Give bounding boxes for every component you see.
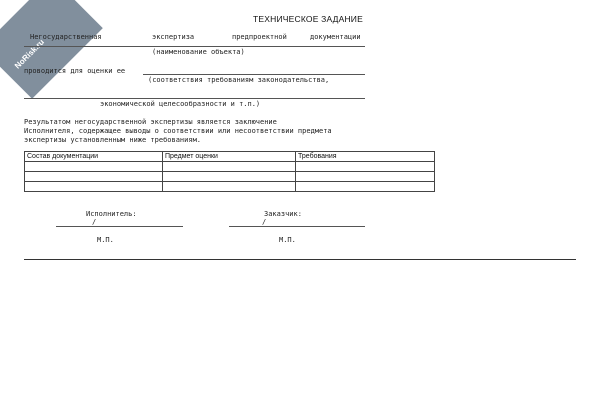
table-row — [25, 182, 435, 192]
table-cell[interactable] — [296, 182, 435, 192]
economic-caption: экономической целесообразности и т.п.) — [100, 100, 261, 108]
result-paragraph-line-1: Результатом негосударственной экспертизы является заключение — [24, 118, 277, 126]
header-subject: Предмет оценки — [163, 152, 296, 162]
assessment-line — [143, 74, 365, 75]
executor-stamp: М.П. — [97, 236, 114, 244]
object-caption: (наименование объекта) — [152, 48, 245, 56]
line1-word-2: экспертиза — [152, 33, 195, 41]
line1-word-3: предпроектной — [232, 33, 287, 41]
table-cell[interactable] — [25, 162, 163, 172]
compliance-caption: (соответствия требованиям законодательства, — [148, 76, 330, 84]
customer-slash: / — [262, 218, 267, 226]
table-cell[interactable] — [163, 162, 296, 172]
watermark-text: NoRisk.ru — [12, 37, 47, 71]
header-documentation: Состав документации — [25, 152, 163, 162]
table-row — [25, 172, 435, 182]
customer-stamp: М.П. — [279, 236, 296, 244]
table-cell[interactable] — [25, 172, 163, 182]
customer-signature-line — [229, 226, 365, 227]
result-paragraph-line-2: Исполнителя, содержащее выводы о соответствии или несоответствии предмета — [24, 127, 332, 135]
result-paragraph-line-3: экспертизы установленным ниже требованиям. — [24, 136, 202, 144]
header-requirements: Требования — [296, 152, 435, 162]
assessment-label: проводится для оценки ее — [24, 67, 126, 75]
watermark-banner — [0, 0, 103, 99]
page-title: ТЕХНИЧЕСКОЕ ЗАДАНИЕ — [253, 14, 363, 24]
table-cell[interactable] — [163, 172, 296, 182]
table-header-row — [25, 152, 435, 162]
table-cell[interactable] — [296, 172, 435, 182]
line1-word-4: документации — [310, 33, 361, 41]
table-cell[interactable] — [25, 182, 163, 192]
executor-slash: / — [92, 218, 97, 226]
object-name-line — [24, 46, 365, 47]
table-cell[interactable] — [296, 162, 435, 172]
table-cell[interactable] — [163, 182, 296, 192]
economic-line — [24, 98, 365, 99]
executor-signature-line — [56, 226, 183, 227]
executor-label: Исполнитель: — [86, 210, 137, 218]
customer-label: Заказчик: — [264, 210, 302, 218]
table-row — [25, 162, 435, 172]
line1-word-1: Негосударственная — [30, 33, 102, 41]
requirements-table — [24, 151, 435, 192]
bottom-divider — [24, 259, 576, 260]
